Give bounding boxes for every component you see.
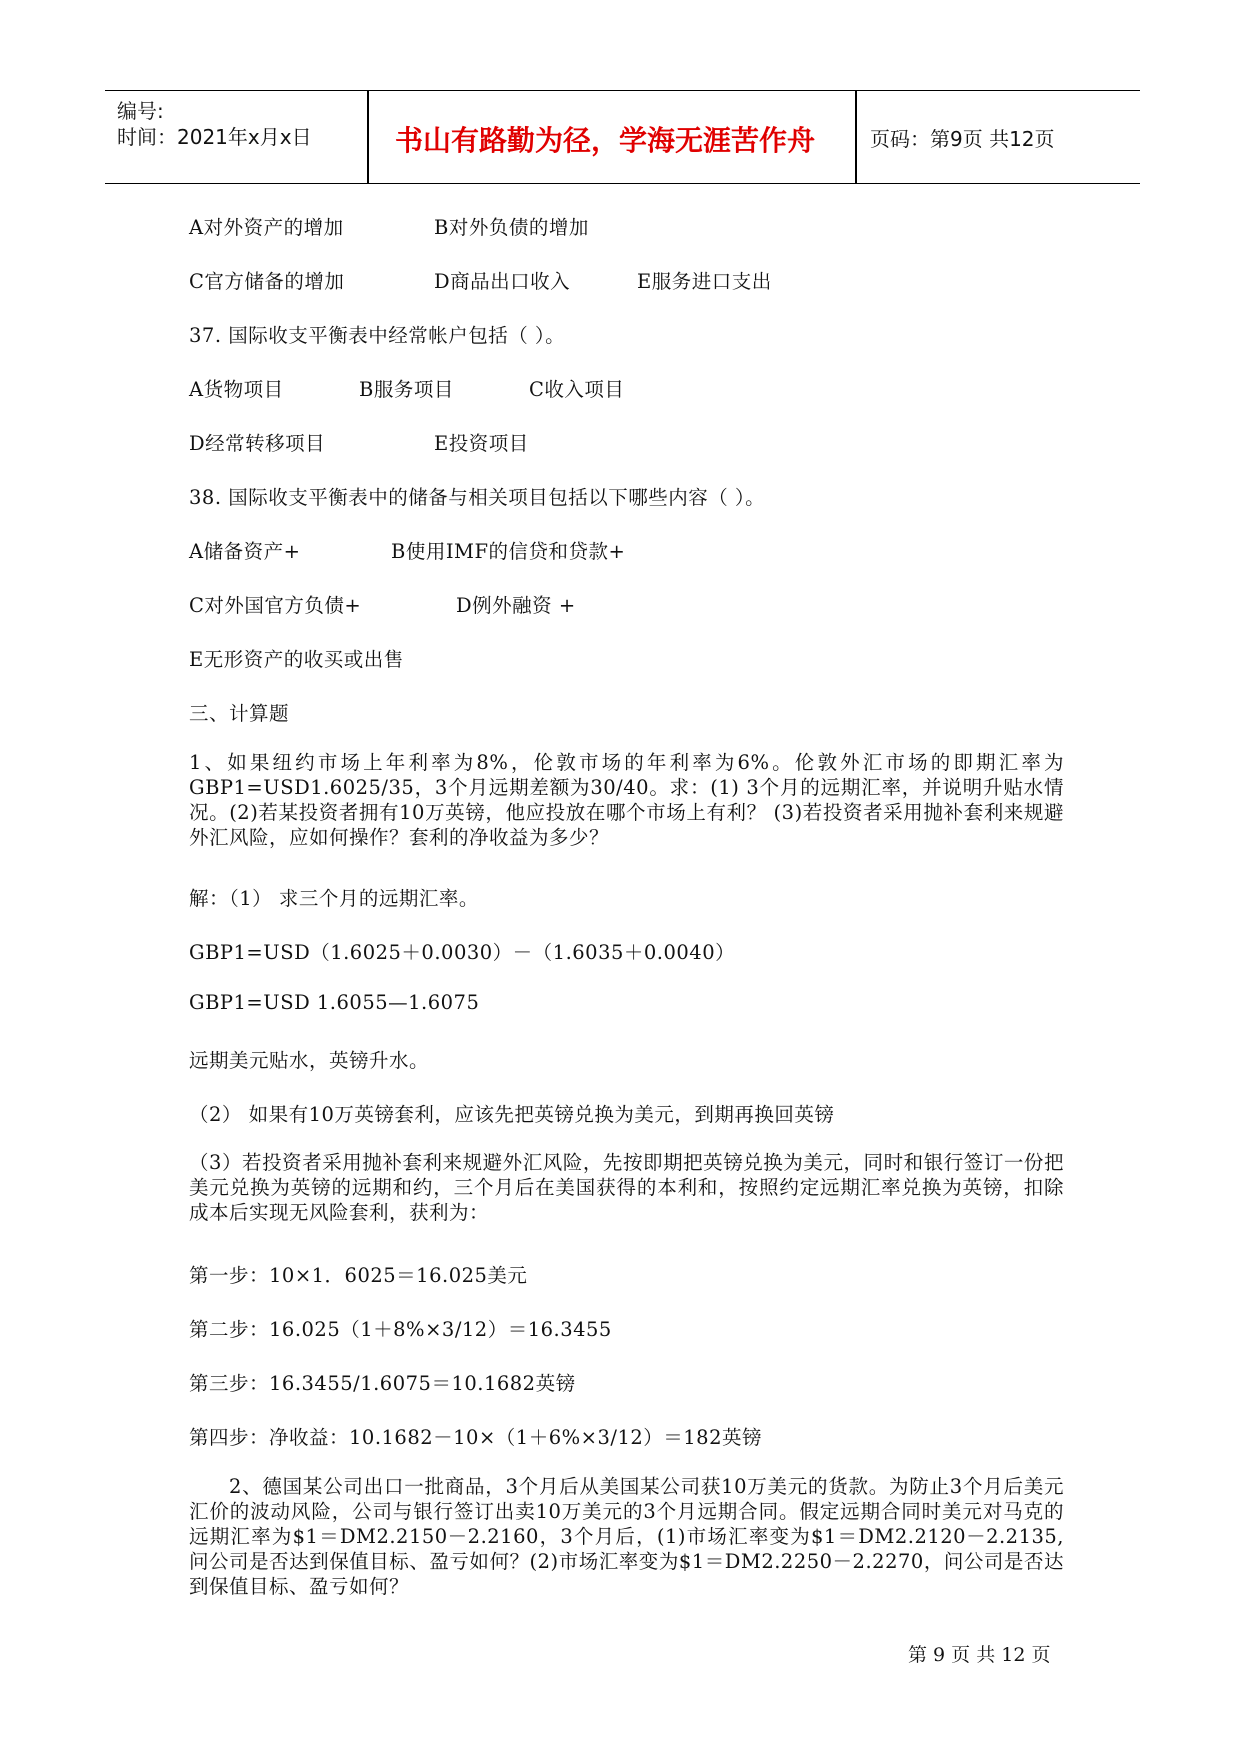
option-a: A对外资产的增加: [189, 216, 344, 239]
option-d: D例外融资 +: [456, 594, 576, 617]
calc-step-1: 第一步：10×1．6025＝16.025美元: [189, 1264, 528, 1287]
header-divider-right: [855, 91, 857, 183]
header-divider-left: [367, 91, 369, 183]
step-3-intro: （3）若投资者采用抛补套利来规避外汇风险，先按即期把英镑兑换为美元，同时和银行签订一份把美元兑换为英镑的远期和约，三个月后在美国获得的本利和，按照约定远期汇率兑换为英镑，扣除成本后实现无风险套利，获利为：: [189, 1151, 1064, 1224]
section-heading: 三、计算题: [189, 702, 290, 725]
serial-label: 编号:: [117, 99, 164, 123]
problem-1: 1、如果纽约市场上年利率为8%，伦敦市场的年利率为6%。伦敦外汇市场的即期汇率为GBP1=USD1.6025/35，3个月远期差额为30/40。求：(1) 3个月的远期汇率，并说明升贴水情况。(2)若某投资者拥有10万英镑，他应投放在哪个市场上有利？ (3)若投资者采用抛补套利来规避外汇风险，应如何操作？套利的净收益为多少？: [189, 751, 1064, 849]
option-a: A货物项目: [189, 378, 284, 401]
question-37: 37. 国际收支平衡表中经常帐户包括（ ）。: [189, 324, 566, 347]
option-d: D经常转移项目: [189, 432, 326, 455]
option-b: B使用IMF的信贷和贷款+: [391, 540, 626, 563]
options-line: [189, 374, 624, 402]
solution-line: GBP1=USD 1.6055—1.6075: [189, 991, 480, 1014]
options-line: [189, 590, 576, 618]
options-line: [189, 266, 772, 294]
solution-line: GBP1=USD（1.6025＋0.0030）－（1.6035＋0.0040）: [189, 941, 736, 964]
solution-line: 解：（1） 求三个月的远期汇率。: [189, 887, 479, 910]
option-e: E投资项目: [434, 432, 529, 455]
question-38: 38. 国际收支平衡表中的储备与相关项目包括以下哪些内容（ ）。: [189, 486, 766, 509]
option-b: B服务项目: [359, 378, 454, 401]
header-motto: 书山有路勤为径，学海无涯苦作舟: [395, 124, 816, 157]
option-c: C收入项目: [529, 378, 625, 401]
page-number-label: 页码：第9页 共12页: [870, 127, 1055, 151]
calc-step-4: 第四步：净收益：10.1682－10×（1＋6%×3/12）＝182英镑: [189, 1426, 762, 1449]
page-header: [105, 90, 1140, 184]
option-c: C对外国官方负债+: [189, 594, 362, 617]
option-b: B对外负债的增加: [434, 216, 589, 239]
options-line: [189, 212, 589, 240]
solution-line: （2） 如果有10万英镑套利，应该先把英镑兑换为美元，到期再换回英镑: [189, 1103, 835, 1126]
option-e: E服务进口支出: [637, 270, 772, 293]
solution-line: 远期美元贴水，英镑升水。: [189, 1049, 430, 1072]
calc-step-3: 第三步：16.3455/1.6075＝10.1682英镑: [189, 1372, 576, 1395]
option-c: C官方储备的增加: [189, 270, 345, 293]
option-e-line: E无形资产的收买或出售: [189, 648, 404, 671]
options-line: [189, 428, 529, 456]
problem-2: 2、德国某公司出口一批商品，3个月后从美国某公司获10万美元的货款。为防止3个月后美元汇价的波动风险，公司与银行签订出卖10万美元的3个月远期合同。假定远期合同时美元对马克的远期汇率为$1＝DM2.2150－2.2160，3个月后，(1)市场汇率变为$1＝DM2.2120－2.2135,问公司是否达到保值目标、盈亏如何？(2)市场汇率变为$1＝DM2.2250－2.2270，问公司是否达到保值目标、盈亏如何？: [189, 1475, 1064, 1598]
option-a: A储备资产+: [189, 540, 301, 563]
calc-step-2: 第二步：16.025（1＋8%×3/12）＝16.3455: [189, 1318, 612, 1341]
options-line: [189, 536, 625, 564]
time-label: 时间：2021年x月x日: [117, 125, 312, 149]
option-d: D商品出口收入: [434, 270, 571, 293]
page-footer: 第 9 页 共 12 页: [908, 1644, 1051, 1666]
